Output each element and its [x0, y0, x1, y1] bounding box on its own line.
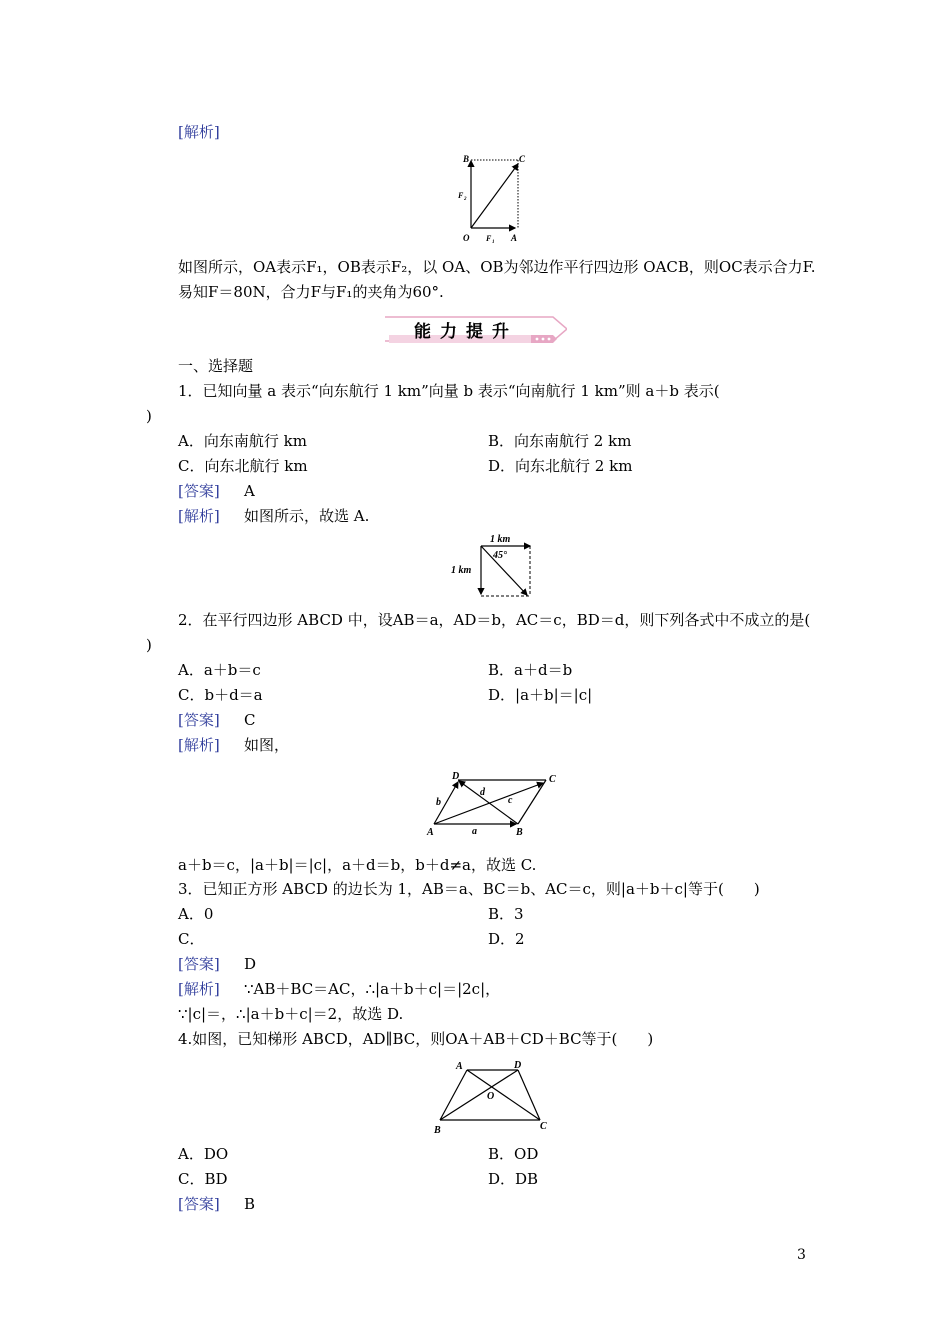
q3-option-a: A．0: [178, 905, 214, 923]
q3-answer-tag: [答案]: [178, 955, 220, 973]
q4-option-c: C．BD: [178, 1170, 228, 1188]
q4-trapezoid-figure: [430, 1058, 556, 1136]
q1-stem-end: ): [146, 407, 152, 425]
q3-option-c: C．: [178, 930, 205, 948]
q2-label-d: d: [480, 787, 485, 798]
q2-answer: C: [244, 711, 256, 729]
q1-answer: A: [244, 482, 255, 500]
q2-label-a: a: [472, 826, 477, 837]
q2-analysis: 如图，: [244, 736, 290, 754]
analysis-tag: [解析]: [178, 123, 220, 141]
q4-label-A: A: [456, 1061, 463, 1072]
q3-analysis-tag: [解析]: [178, 980, 220, 998]
q1-fig-left-label: 1 km: [451, 565, 472, 576]
q4-label-D: D: [514, 1060, 522, 1071]
ability-banner: [385, 315, 567, 345]
analysis-line-2: 易知F＝80N，合力F与F₁的夹角为60°.: [178, 283, 444, 301]
q2-label-D: D: [452, 771, 460, 782]
q3-answer: D: [244, 955, 257, 973]
q3-analysis-1: ∵AB＋BC＝AC，∴|a＋b＋c|＝|2c|，: [244, 980, 501, 998]
q3-option-b: B．3: [488, 905, 524, 923]
page-number: 3: [797, 1247, 806, 1263]
q4-option-a: A．DO: [178, 1145, 229, 1163]
q3-option-d: D．2: [488, 930, 525, 948]
label-C: C: [519, 154, 526, 164]
q1-option-a: A．向东南航行 km: [178, 432, 307, 450]
q1-option-d: D．向东北航行 2 km: [488, 457, 633, 475]
q1-stem: 1．已知向量 a 表示“向东航行 1 km”向量 b 表示“向南航行 1 km”则 a＋b 表示(: [178, 382, 720, 400]
q1-option-c: C．向东北航行 km: [178, 457, 308, 475]
q4-label-B: B: [434, 1125, 441, 1136]
q2-analysis-tag: [解析]: [178, 736, 220, 754]
q1-answer-tag: [答案]: [178, 482, 220, 500]
q3-stem: 3．已知正方形 ABCD 的边长为 1，AB＝a、BC＝b、AC＝c，则|a＋b＋c|等于( ): [178, 880, 760, 898]
q4-option-b: B．OD: [488, 1145, 539, 1163]
label-O: O: [463, 233, 470, 243]
q1-fig-top-label: 1 km: [490, 534, 511, 545]
label-F2-sub: 2: [464, 197, 467, 202]
force-parallelogram-figure: [455, 150, 535, 245]
label-A: A: [511, 233, 518, 243]
q4-label-O: O: [487, 1091, 495, 1102]
q2-option-b: B．a＋d＝b: [488, 661, 573, 679]
label-F1: F: [486, 234, 492, 243]
q2-label-A: A: [427, 827, 434, 838]
q4-option-d: D．DB: [488, 1170, 539, 1188]
analysis-line-1: 如图所示，OA表示F₁，OB表示F₂，以 OA、OB为邻边作平行四边形 OACB，则OC表示合力F.: [178, 258, 816, 276]
q1-option-b: B．向东南航行 2 km: [488, 432, 632, 450]
q1-analysis: 如图所示，故选 A.: [244, 507, 370, 525]
q3-analysis-2: ∵|c|＝，∴|a＋b＋c|＝2，故选 D.: [178, 1005, 404, 1023]
label-F1-sub: 1: [492, 240, 495, 245]
q1-figure: [448, 530, 540, 602]
q2-conclusion: a＋b＝c，|a＋b|＝|c|，a＋d＝b，b＋d≠a，故选 C.: [178, 856, 537, 874]
q2-option-a: A．a＋b＝c: [178, 661, 261, 679]
q2-option-c: C．b＋d＝a: [178, 686, 263, 704]
q4-stem: 4.如图，已知梯形 ABCD，AD∥BC，则OA＋AB＋CD＋BC等于( ): [178, 1030, 654, 1048]
banner-title: 能力提升: [414, 322, 518, 342]
q2-stem: 2．在平行四边形 ABCD 中，设AB＝a，AD＝b，AC＝c，BD＝d，则下列各式中不成立的是(: [178, 611, 811, 629]
label-B: B: [463, 154, 470, 164]
q2-label-b: b: [436, 797, 441, 808]
q2-answer-tag: [答案]: [178, 711, 220, 729]
q2-label-B: B: [516, 827, 523, 838]
q4-answer: B: [244, 1195, 256, 1213]
q2-parallelogram-figure: [424, 768, 564, 840]
label-F2: F: [458, 191, 464, 200]
section-title: 一、选择题: [178, 357, 254, 375]
q2-label-c: c: [508, 795, 513, 806]
q2-stem-end: ): [146, 636, 152, 654]
q4-label-C: C: [540, 1121, 547, 1132]
q4-answer-tag: [答案]: [178, 1195, 220, 1213]
q2-option-d: D．|a＋b|＝|c|: [488, 686, 593, 704]
q1-fig-angle-label: 45°: [493, 550, 507, 561]
q2-label-C: C: [549, 774, 556, 785]
q1-analysis-tag: [解析]: [178, 507, 220, 525]
